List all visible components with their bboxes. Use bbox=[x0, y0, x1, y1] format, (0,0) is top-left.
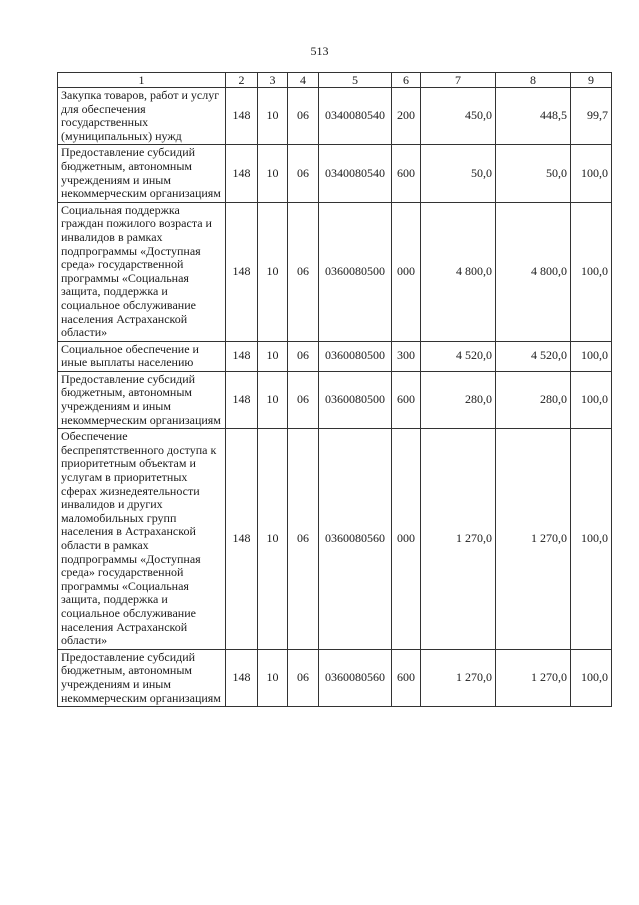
row-section: 10 bbox=[258, 202, 288, 341]
row-executed: 1 270,0 bbox=[496, 649, 571, 706]
row-expense-type: 200 bbox=[392, 88, 421, 145]
row-expense-type: 600 bbox=[392, 649, 421, 706]
row-subsection: 06 bbox=[288, 88, 319, 145]
row-target-article: 0340080540 bbox=[319, 88, 392, 145]
row-percent: 100,0 bbox=[571, 202, 612, 341]
header-cell-1: 1 bbox=[58, 73, 226, 88]
row-name: Закупка товаров, работ и услуг для обеспечения государственных (муниципальных) нужд bbox=[58, 88, 226, 145]
row-executed: 4 520,0 bbox=[496, 341, 571, 371]
row-ministry-code: 148 bbox=[226, 88, 258, 145]
row-section: 10 bbox=[258, 429, 288, 650]
table-row bbox=[58, 88, 612, 145]
row-percent: 100,0 bbox=[571, 429, 612, 650]
row-subsection: 06 bbox=[288, 429, 319, 650]
budget-table bbox=[57, 72, 612, 707]
row-name: Обеспечение беспрепятственного доступа к приоритетным объектам и услугам в приоритетных сферах жизнедеятельности инвалидов и других маломобильных групп населения в Астраханской области в рамках подпрограммы «Доступная среда» государственной программы «Социальная защита, поддержка и социальное обслуживание населения Астраханской области» bbox=[58, 429, 226, 650]
row-name: Социальное обеспечение и иные выплаты населению bbox=[58, 341, 226, 371]
row-target-article: 0360080500 bbox=[319, 202, 392, 341]
row-expense-type: 300 bbox=[392, 341, 421, 371]
header-cell-2: 2 bbox=[226, 73, 258, 88]
row-subsection: 06 bbox=[288, 341, 319, 371]
row-name: Социальная поддержка граждан пожилого возраста и инвалидов в рамках подпрограммы «Доступная среда» государственной программы «Социальная защита, поддержка и социальное обслуживание населения Астраханской области» bbox=[58, 202, 226, 341]
header-cell-7: 7 bbox=[421, 73, 496, 88]
row-ministry-code: 148 bbox=[226, 145, 258, 202]
row-target-article: 0360080560 bbox=[319, 649, 392, 706]
row-planned: 280,0 bbox=[421, 371, 496, 428]
row-target-article: 0360080560 bbox=[319, 429, 392, 650]
row-planned: 1 270,0 bbox=[421, 649, 496, 706]
page-number: 513 bbox=[310, 44, 329, 58]
header-cell-8: 8 bbox=[496, 73, 571, 88]
row-subsection: 06 bbox=[288, 371, 319, 428]
row-ministry-code: 148 bbox=[226, 429, 258, 650]
header-cell-5: 5 bbox=[319, 73, 392, 88]
row-executed: 1 270,0 bbox=[496, 429, 571, 650]
row-expense-type: 600 bbox=[392, 371, 421, 428]
row-subsection: 06 bbox=[288, 202, 319, 341]
row-percent: 100,0 bbox=[571, 371, 612, 428]
header-cell-3: 3 bbox=[258, 73, 288, 88]
row-section: 10 bbox=[258, 88, 288, 145]
table-row bbox=[58, 145, 612, 202]
header-cell-4: 4 bbox=[288, 73, 319, 88]
row-target-article: 0360080500 bbox=[319, 371, 392, 428]
row-percent: 100,0 bbox=[571, 649, 612, 706]
table-row bbox=[58, 371, 612, 428]
row-executed: 448,5 bbox=[496, 88, 571, 145]
row-expense-type: 000 bbox=[392, 202, 421, 341]
row-planned: 4 520,0 bbox=[421, 341, 496, 371]
row-section: 10 bbox=[258, 371, 288, 428]
row-expense-type: 000 bbox=[392, 429, 421, 650]
row-executed: 4 800,0 bbox=[496, 202, 571, 341]
row-executed: 50,0 bbox=[496, 145, 571, 202]
header-row bbox=[58, 73, 612, 88]
row-ministry-code: 148 bbox=[226, 202, 258, 341]
header-cell-6: 6 bbox=[392, 73, 421, 88]
row-target-article: 0340080540 bbox=[319, 145, 392, 202]
row-subsection: 06 bbox=[288, 649, 319, 706]
row-section: 10 bbox=[258, 341, 288, 371]
header-cell-9: 9 bbox=[571, 73, 612, 88]
row-section: 10 bbox=[258, 649, 288, 706]
row-target-article: 0360080500 bbox=[319, 341, 392, 371]
row-percent: 100,0 bbox=[571, 341, 612, 371]
table-row bbox=[58, 341, 612, 371]
table-row bbox=[58, 202, 612, 341]
row-name: Предоставление субсидий бюджетным, автономным учреждениям и иным некоммерческим организациям bbox=[58, 371, 226, 428]
row-planned: 50,0 bbox=[421, 145, 496, 202]
row-ministry-code: 148 bbox=[226, 371, 258, 428]
row-percent: 100,0 bbox=[571, 145, 612, 202]
row-ministry-code: 148 bbox=[226, 649, 258, 706]
row-name: Предоставление субсидий бюджетным, автономным учреждениям и иным некоммерческим организациям bbox=[58, 145, 226, 202]
row-planned: 4 800,0 bbox=[421, 202, 496, 341]
table-row bbox=[58, 649, 612, 706]
row-name: Предоставление субсидий бюджетным, автономным учреждениям и иным некоммерческим организациям bbox=[58, 649, 226, 706]
row-expense-type: 600 bbox=[392, 145, 421, 202]
row-ministry-code: 148 bbox=[226, 341, 258, 371]
row-section: 10 bbox=[258, 145, 288, 202]
row-planned: 1 270,0 bbox=[421, 429, 496, 650]
row-percent: 99,7 bbox=[571, 88, 612, 145]
table-row bbox=[58, 429, 612, 650]
row-executed: 280,0 bbox=[496, 371, 571, 428]
row-subsection: 06 bbox=[288, 145, 319, 202]
row-planned: 450,0 bbox=[421, 88, 496, 145]
